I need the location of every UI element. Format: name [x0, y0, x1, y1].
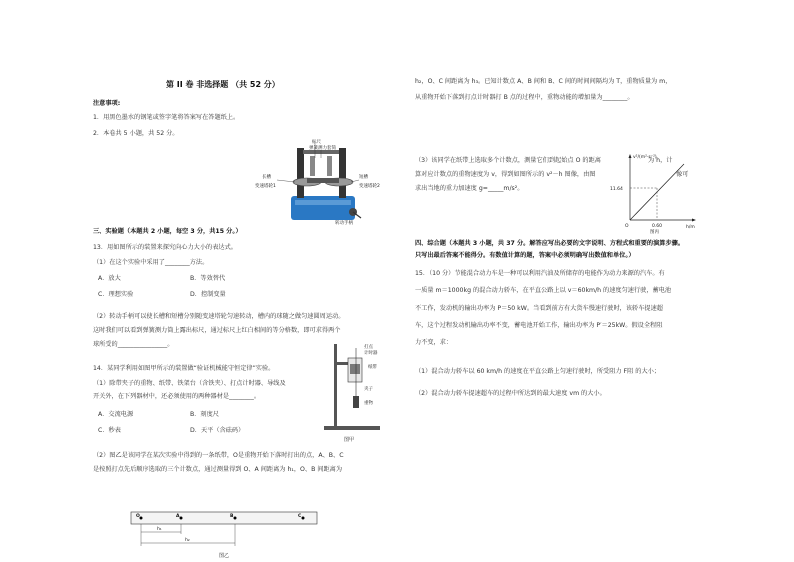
notes-heading: 注意事项: — [93, 100, 121, 107]
q14-option-b: B．刻度尺 — [190, 411, 219, 418]
label-wheel-2: 变速塔轮2 — [359, 184, 380, 189]
q15-part1: （1）混合动力轿车以 60 km/h 的速度在平直公路上匀速行驶时，所受阻力 F阻 的大小； — [415, 368, 661, 375]
q14-part1-line2: 开关外，在下列器材中，还必须使用的两种器材是________。 — [93, 393, 261, 400]
label-weight: 重物 — [364, 401, 373, 406]
q15-part2: （2）混合动力轿车提速超车的过程中所达到的最大速度 vm 的大小。 — [415, 390, 606, 397]
caption-jia: 图甲 — [344, 437, 355, 443]
apparatus-base — [291, 196, 355, 220]
q14-option-a: A．交流电源 — [98, 411, 134, 418]
q13-part2-line1: （2）转动手柄可以使长槽和短槽分别随变速塔轮匀速转动，槽内的球随之做匀速圆周运动。 — [93, 313, 345, 320]
tape-point-o — [140, 517, 143, 520]
q14-stem: 14．某同学利用如图甲所示的装置做“验证机械能守恒定律”实验。 — [93, 365, 275, 372]
tape-label-c: C — [298, 514, 302, 519]
q15-line5: 力不变，求： — [415, 339, 453, 346]
q13-option-d: D．控制变量 — [190, 291, 226, 298]
weight-block — [353, 396, 359, 408]
note-2: 2．本卷共 5 小题，共 52 分。 — [93, 130, 179, 137]
label-ruler: 标尺 — [312, 140, 321, 145]
section-title: 第 II 卷 非选择题 （共 52 分） — [166, 80, 280, 89]
graph-y-label: v²/(m²·s⁻²) — [633, 155, 657, 160]
q13-option-a: A．放大 — [98, 275, 121, 282]
q13-part1: （1）在这个实验中采用了________方法。 — [93, 259, 209, 266]
q14-part3-line3: 求出当地的重力加速度 g=_____m/s²。 — [415, 185, 524, 192]
q13-option-b: B．等效替代 — [190, 275, 226, 282]
graph-y-mark: 11.64 — [610, 187, 623, 192]
graph-origin: O — [625, 224, 629, 229]
label-handle: 转动手柄 — [335, 221, 353, 226]
label-clip: 夹子 — [364, 387, 373, 392]
label-long-slot: 长槽 — [262, 175, 271, 180]
tape-h2: h₂ — [185, 538, 190, 543]
caption-yi: 图乙 — [219, 553, 230, 559]
tape-label-o: O — [136, 514, 140, 519]
q14-cont-line1: h₂，O、C 间距离为 h₃。已知计数点 A、B 间和 B、C 间的时间间隔均为 T，重物质量为 m， — [415, 78, 672, 85]
graph-x-label: h/m — [686, 225, 695, 230]
q14-option-d: D．天平（含砝码） — [190, 427, 245, 434]
tape-label-b: B — [230, 514, 234, 519]
tape-point-c — [302, 517, 305, 520]
calc-heading-line2: 只写出最后答案不能得分。有数值计算的题，答案中必须明确写出数值和单位。） — [415, 252, 635, 259]
graph-x-mark: 0.60 — [652, 224, 663, 229]
q13-stem: 13．用如图所示的装置来探究向心力大小的表达式。 — [93, 244, 237, 251]
graph-caption: 图丙 — [650, 230, 659, 234]
centripetal-apparatus-figure — [255, 138, 390, 226]
q14-cont-line2: 从重物开始下落到打点计时器打 B 点的过程中，重物动能的增加量为________。 — [415, 94, 634, 101]
label-spring-sleeve: 弹簧测力套筒 — [309, 146, 336, 151]
note-1: 1．用黑色墨水的钢笔或签字笔将答案写在答题纸上。 — [93, 114, 240, 121]
q14-option-c: C．秒表 — [98, 427, 121, 434]
q14-part3-line1: （3）该同学在纸带上选取多个计数点，测量它们到起始点 O 的距离 — [415, 157, 601, 164]
tape-point-a — [180, 517, 183, 520]
q15-line4: 车，这个过程发动机输出功率不变，蓄电池开始工作，输出功率为 P′＝25kW。假设全程阻 — [415, 322, 663, 329]
q15-line1: 15．（10 分）节能混合动力车是一种可以利用汽油及所储存的电能作为动力来源的汽车。有 — [415, 270, 665, 277]
q14-part2-line2: 是按照打点先后顺序选取的三个计数点，通过测量得到 O、A 间距离为 h₁，O、B 间距离为 — [93, 466, 343, 473]
experiment-heading: 三、实验题（本题共 2 小题，每空 3 分，共15 分。） — [93, 228, 242, 235]
q14-part3-line2: 算对应计数点的重物速度为 v，得到如图所示的 v²－h 图像，由图 — [415, 171, 596, 178]
figure-jia — [320, 340, 390, 444]
q13-part2-line2: 这时我们可以看到弹簧测力筒上露出标尺，通过标尺上红白相间的等分格数，即可求得两个 — [93, 327, 341, 334]
label-short-slot: 短槽 — [359, 175, 368, 180]
figure-yi-tape — [125, 508, 325, 560]
q14-part3-right1: 为 h，计 — [648, 157, 673, 164]
label-wheel-1: 变速塔轮1 — [255, 184, 276, 189]
v2-h-graph — [608, 150, 700, 234]
calc-heading-line1: 四、综合题（本题共 3 小题，共 37 分。解答应写出必要的文字说明、方程式和重要的演算步骤。 — [415, 240, 685, 247]
q14-part3-right2: 像可 — [676, 171, 689, 178]
tape-point-b — [234, 517, 237, 520]
tape-strip — [131, 512, 317, 524]
q15-line2: 一质量 m＝1000kg 的混合动力轿车，在平直公路上以 v＝60km/h 的速度匀速行驶，蓄电池 — [415, 287, 672, 294]
q13-part2-line3: 球所受的________________。 — [93, 341, 174, 348]
label-timer-1: 打点 — [364, 345, 373, 350]
tape-h1: h₁ — [157, 527, 162, 532]
label-paper: 纸带 — [368, 365, 377, 370]
label-timer-2: 计时器 — [364, 351, 378, 356]
q13-option-c: C．理想实验 — [98, 291, 134, 298]
tape-label-a: A — [176, 514, 180, 519]
q14-part2-line1: （2）图乙是该同学在某次实验中得到的一条纸带，O是重物开始下落时打出的点，A、B、C — [93, 452, 344, 459]
q14-part1-line1: （1）除带夹子的重物、纸带、铁架台（含铁夹）、打点计时器、导线及 — [93, 380, 286, 387]
q15-line3: 不工作，发动机的输出功率为 P＝50 kW。当看到前方有大货车慢速行驶时，该轿车提速超 — [415, 305, 663, 312]
